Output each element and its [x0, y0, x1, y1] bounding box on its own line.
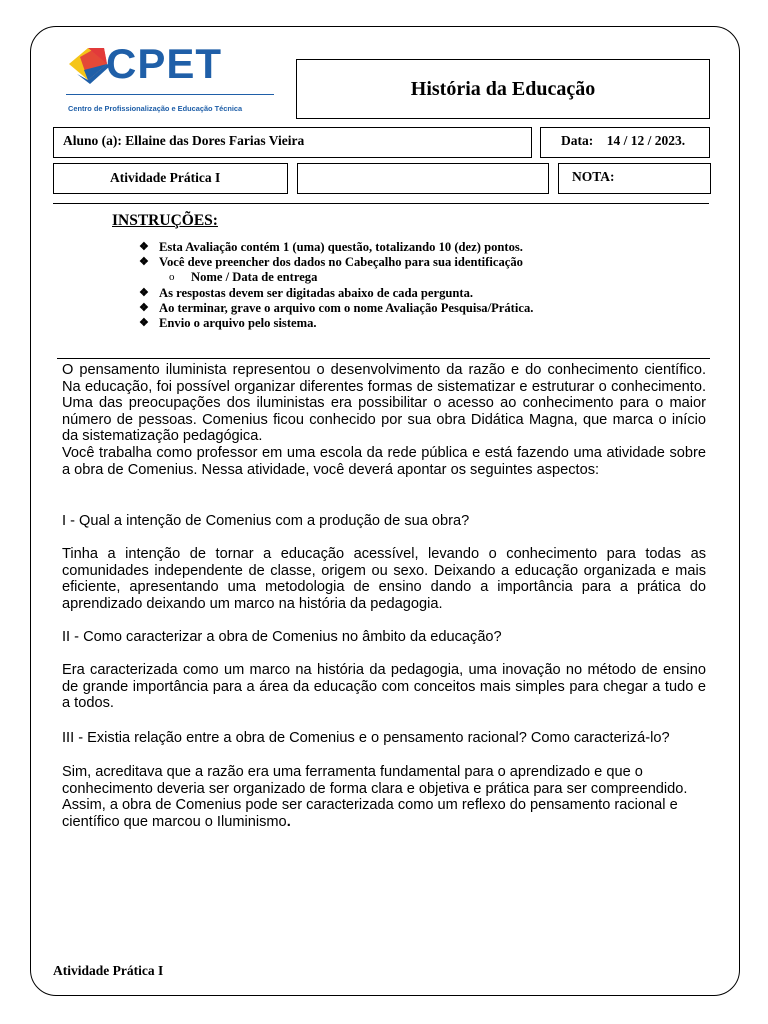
list-item: ❖ Ao terminar, grave o arquivo com o nome Avaliação Pesquisa/Prática.	[139, 300, 534, 315]
context-paragraph: Você trabalha como professor em uma escola da rede pública e está fazendo uma atividade sobre a obra de Comenius. Nessa atividade, você deverá apontar os seguintes aspectos:	[62, 445, 706, 478]
diamond-bullet-icon: ❖	[139, 317, 149, 330]
activity-field: Atividade Prática I	[53, 163, 288, 194]
date-value: 14 / 12 / 2023.	[606, 133, 686, 148]
list-item: ❖ As respostas devem ser digitadas abaixo de cada pergunta.	[139, 285, 474, 300]
brand-subtitle: Centro de Profissionalização e Educação Técnica	[68, 104, 243, 113]
question-1: I - Qual a intenção de Comenius com a produção de sua obra?	[62, 513, 470, 529]
brand-divider	[66, 94, 274, 95]
answer-1: Tinha a intenção de tornar a educação acessível, levando o conhecimento para todas as comunidades independente de classe, origem ou sexo. Deixando a educação organizada e mais eficiente, apresentando uma metodologia de ensino dando a importância para a prática do aprendizado deixando um marco na história da pedagogia.	[62, 546, 706, 612]
instructions-title: INSTRUÇÕES:	[112, 212, 218, 229]
instructions-list	[139, 240, 533, 331]
date-label: Data:	[561, 133, 594, 148]
list-item: ❖ Você deve preencher dos dados no Cabeçalho para sua identificação	[139, 255, 523, 270]
document-title: História da Educação	[296, 59, 710, 119]
content-divider	[57, 358, 710, 359]
question-3: III - Existia relação entre a obra de Comenius e o pensamento racional? Como caracterizá-lo?	[62, 730, 670, 746]
student-field: Aluno (a): Ellaine das Dores Farias Vieira	[53, 127, 532, 158]
answer-3: Sim, acreditava que a razão era uma ferramenta fundamental para o aprendizado e que o conhecimento deveria ser organizado de forma clara e objetiva e prática para ser compreendido. Assim, a obra de Comenius pode ser caracterizada como um reflexo do pensamento racional e científico que marcou o Iluminismo.	[62, 764, 688, 830]
diamond-bullet-icon: ❖	[139, 286, 149, 299]
question-2: II - Como caracterizar a obra de Comenius no âmbito da educação?	[62, 629, 502, 645]
footer-label: Atividade Prática I	[53, 963, 164, 978]
diamond-bullet-icon: ❖	[139, 241, 149, 253]
list-item: ❖ Esta Avaliação contém 1 (uma) questão, totalizando 10 (dez) pontos.	[139, 240, 523, 254]
blank-field	[297, 163, 549, 194]
intro-paragraph: O pensamento iluminista representou o desenvolvimento da razão e do conhecimento científico. Na educação, foi possível organizar diferentes formas de sistematizar e estruturar o conhecimento. Uma das preocupações dos iluministas era possibilitar o acesso ao conhecimento para o maior número de pessoas. Comenius ficou conhecido por sua obra Didática Magna, que marca o início da sistematização pedagógica.	[62, 362, 706, 445]
list-item: ❖ Envio o arquivo pelo sistema.	[139, 316, 317, 331]
circle-bullet-icon: o	[169, 271, 175, 284]
diamond-bullet-icon: ❖	[139, 301, 149, 314]
answer-2: Era caracterizada como um marco na história da pedagogia, uma inovação no método de ensino de grande importância para a área da educação com conceitos mais simples para chegar a tudo e a todos.	[62, 662, 706, 712]
brand-name: CPET	[106, 40, 223, 87]
list-subitem: o Nome / Data de entrega	[169, 270, 318, 285]
grade-field: NOTA:	[558, 163, 711, 194]
header-divider	[53, 203, 709, 204]
date-field	[540, 127, 710, 158]
diamond-bullet-icon: ❖	[139, 256, 149, 269]
